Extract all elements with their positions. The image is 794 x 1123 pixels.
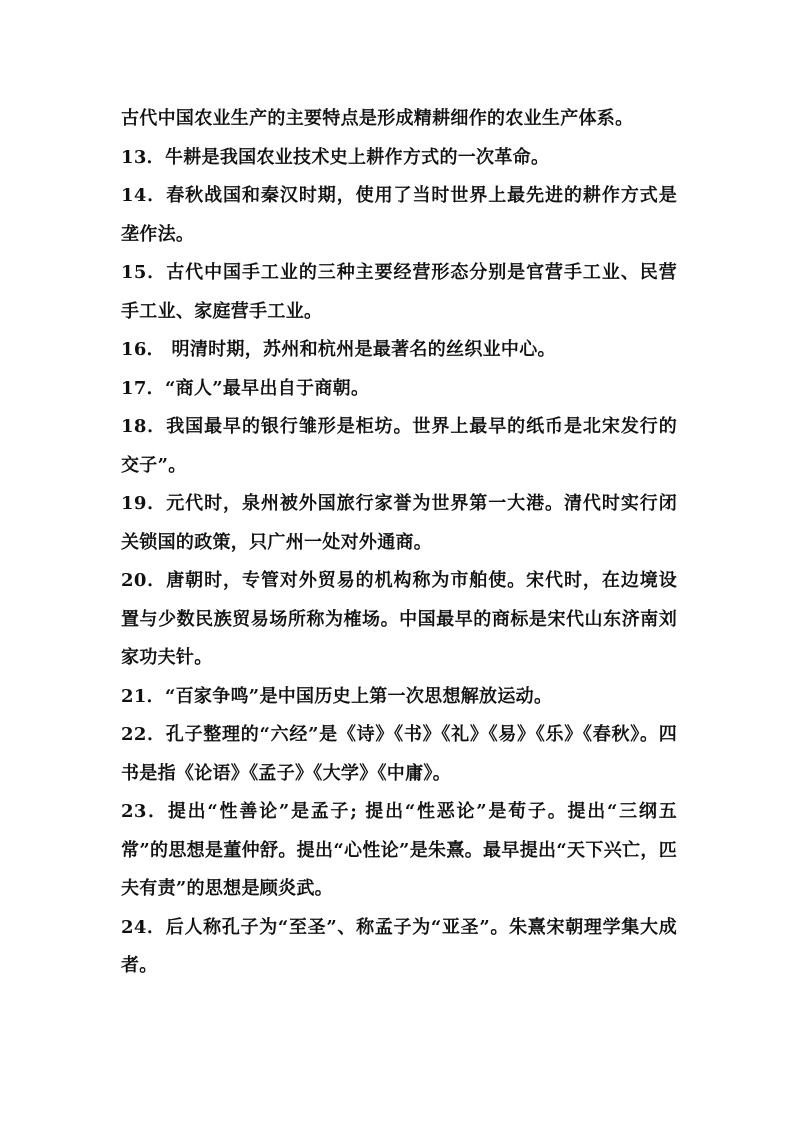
paragraph-16: 16． 明清时期，苏州和杭州是最著名的丝织业中心。: [121, 339, 556, 360]
paragraph-20: 20．唐朝时，专管对外贸易的机构称为市舶使。宋代时，在边境设置与少数民族贸易场所称为榷场。中国最早的商标是宋代山东济南刘家功夫针。: [121, 570, 677, 668]
paragraph-17: 17．“商人”最早出自于商朝。: [121, 377, 370, 399]
paragraph-15: 15．古代中国手工业的三种主要经营形态分别是官营手工业、民营手工业、家庭营手工业。: [121, 262, 677, 322]
paragraph-21: 21．“百家争鸣”是中国历史上第一次思想解放运动。: [121, 685, 553, 707]
paragraph-24: 24．后人称孔子为“至圣”、称孟子为“亚圣”。朱熹宋朝理学集大成者。: [121, 916, 677, 976]
paragraph-19: 19．元代时，泉州被外国旅行家誉为世界第一大港。清代时实行闭关锁国的政策，只广州一处对外通商。: [121, 493, 677, 553]
document-body: [121, 100, 677, 986]
paragraph-18: 18．我国最早的银行雏形是柜坊。世界上最早的纸币是北宋发行的交子”。: [121, 416, 677, 476]
paragraph-23: 23．提出“性善论”是孟子; 提出“性恶论”是荀子。提出“三纲五常”的思想是董仲舒。提出“心性论”是朱熹。最早提出“天下兴亡，匹夫有责”的思想是顾炎武。: [121, 801, 677, 899]
paragraph-intro: 古代中国农业生产的主要特点是形成精耕细作的农业生产体系。: [121, 108, 634, 129]
paragraph-13: 13．牛耕是我国农业技术史上耕作方式的一次革命。: [121, 146, 550, 168]
paragraph-22: 22．孔子整理的“六经”是《诗》《书》《礼》《易》《乐》《春秋》。四书是指《论语》《孟子》《大学》《中庸》。: [121, 724, 677, 784]
paragraph-14: 14．春秋战国和秦汉时期，使用了当时世界上最先进的耕作方式是垄作法。: [121, 185, 677, 245]
